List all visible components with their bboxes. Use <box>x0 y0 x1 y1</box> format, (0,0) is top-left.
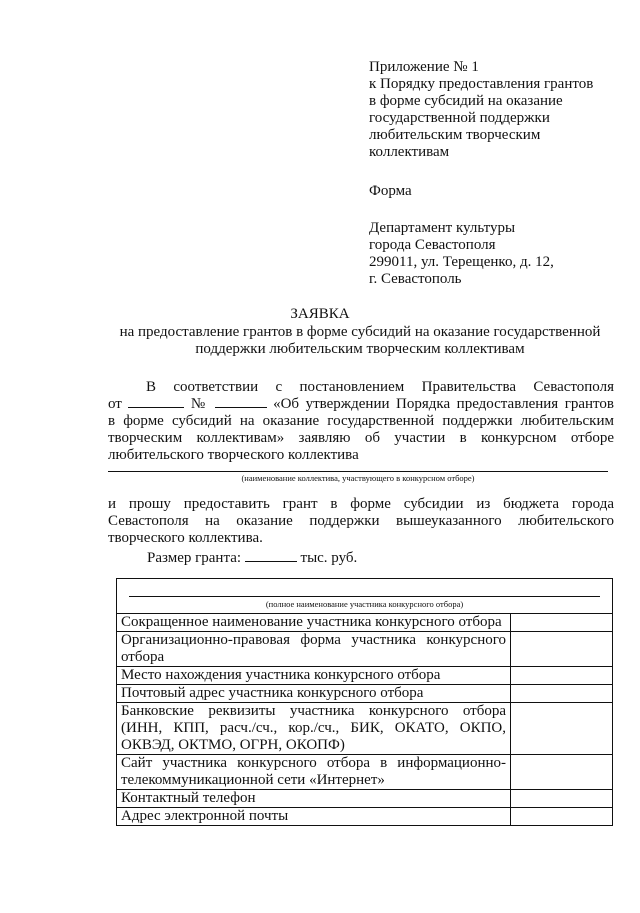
row-label: Место нахождения участника конкурсного отбора <box>117 667 511 685</box>
addressee-line: Департамент культуры <box>369 220 516 236</box>
table-row <box>117 790 613 808</box>
date-blank[interactable] <box>128 407 184 408</box>
row-label: Сайт участника конкурсного отбора в информационно-телекоммуникационной сети «Интернет» <box>117 755 511 790</box>
table-header-row <box>117 579 613 614</box>
row-label: Контактный телефон <box>117 790 511 808</box>
grant-size-label: Размер гранта: <box>147 550 242 566</box>
grant-size-line <box>147 550 357 567</box>
number-blank[interactable] <box>215 407 267 408</box>
date-prefix: от <box>108 396 122 412</box>
row-value[interactable] <box>511 632 613 667</box>
paragraph-line: любительского творческого коллектива <box>108 447 359 463</box>
row-value[interactable] <box>511 755 613 790</box>
table-row <box>117 632 613 667</box>
row-value[interactable] <box>511 703 613 755</box>
row-label: Банковские реквизиты участника конкурсного отбора (ИНН, КПП, расч./сч., кор./сч., БИК, ОКАТО, ОКПО, ОКВЭД, ОКТМО, ОГРН, ОКОПФ) <box>117 703 511 755</box>
application-paragraph <box>108 379 614 464</box>
document-subtitle <box>100 324 620 358</box>
paragraph-line-date <box>108 396 614 413</box>
document-title: ЗАЯВКА <box>290 306 350 322</box>
request-paragraph <box>108 496 614 547</box>
table-row <box>117 755 613 790</box>
appendix-line: в форме субсидий на оказание <box>369 93 563 109</box>
full-name-cell[interactable] <box>117 579 613 614</box>
paragraph-line: в форме субсидий на оказание государственной поддержки любительским <box>108 413 614 429</box>
row-value[interactable] <box>511 790 613 808</box>
table-row <box>117 614 613 632</box>
paragraph-line: В соответствии с постановлением Правительства Севастополя <box>146 379 614 395</box>
addressee-line: 299011, ул. Терещенко, д. 12, <box>369 254 554 270</box>
addressee-line: г. Севастополь <box>369 271 462 287</box>
appendix-line: коллективам <box>369 144 450 160</box>
subtitle-line: на предоставление грантов в форме субсидий на оказание государственной <box>119 324 601 340</box>
table-row <box>117 685 613 703</box>
addressee-block <box>369 220 609 288</box>
full-name-caption: (полное наименование участника конкурсного отбора) <box>265 599 464 609</box>
paragraph-line: Севастополя на оказание поддержки вышеуказанного любительского <box>108 513 614 529</box>
grant-size-unit: тыс. руб. <box>300 550 358 566</box>
subtitle-line: поддержки любительским творческим коллективам <box>195 341 525 357</box>
addressee-line: города Севастополя <box>369 237 496 253</box>
appendix-line: государственной поддержки <box>369 110 550 126</box>
grant-size-blank[interactable] <box>245 561 297 562</box>
row-label: Организационно-правовая форма участника конкурсного отбора <box>117 632 511 667</box>
row-value[interactable] <box>511 808 613 826</box>
table-row <box>117 703 613 755</box>
row-label: Сокращенное наименование участника конкурсного отбора <box>117 614 511 632</box>
resolution-title: «Об утверждении Порядка предоставления грантов <box>273 396 614 412</box>
form-label: Форма <box>369 183 412 199</box>
full-name-line <box>129 596 600 597</box>
table-row <box>117 667 613 685</box>
appendix-header <box>369 59 609 161</box>
appendix-line: Приложение № 1 <box>369 59 479 75</box>
paragraph-line: творческого коллектива. <box>108 530 263 546</box>
row-value[interactable] <box>511 667 613 685</box>
appendix-line: любительским творческим <box>369 127 541 143</box>
row-label: Почтовый адрес участника конкурсного отбора <box>117 685 511 703</box>
row-value[interactable] <box>511 685 613 703</box>
paragraph-line: и прошу предоставить грант в форме субсидии из бюджета города <box>108 496 614 512</box>
row-value[interactable] <box>511 614 613 632</box>
collective-name-caption: (наименование коллектива, участвующего в конкурсном отборе) <box>241 473 475 483</box>
participant-info-table <box>116 578 613 826</box>
table-row <box>117 808 613 826</box>
row-label: Адрес электронной почты <box>117 808 511 826</box>
collective-name-field[interactable] <box>108 471 608 483</box>
paragraph-line: творческим коллективам» заявляю об участии в конкурсном отборе <box>108 430 614 446</box>
number-sign: № <box>190 396 209 412</box>
appendix-line: к Порядку предоставления грантов <box>369 76 594 92</box>
